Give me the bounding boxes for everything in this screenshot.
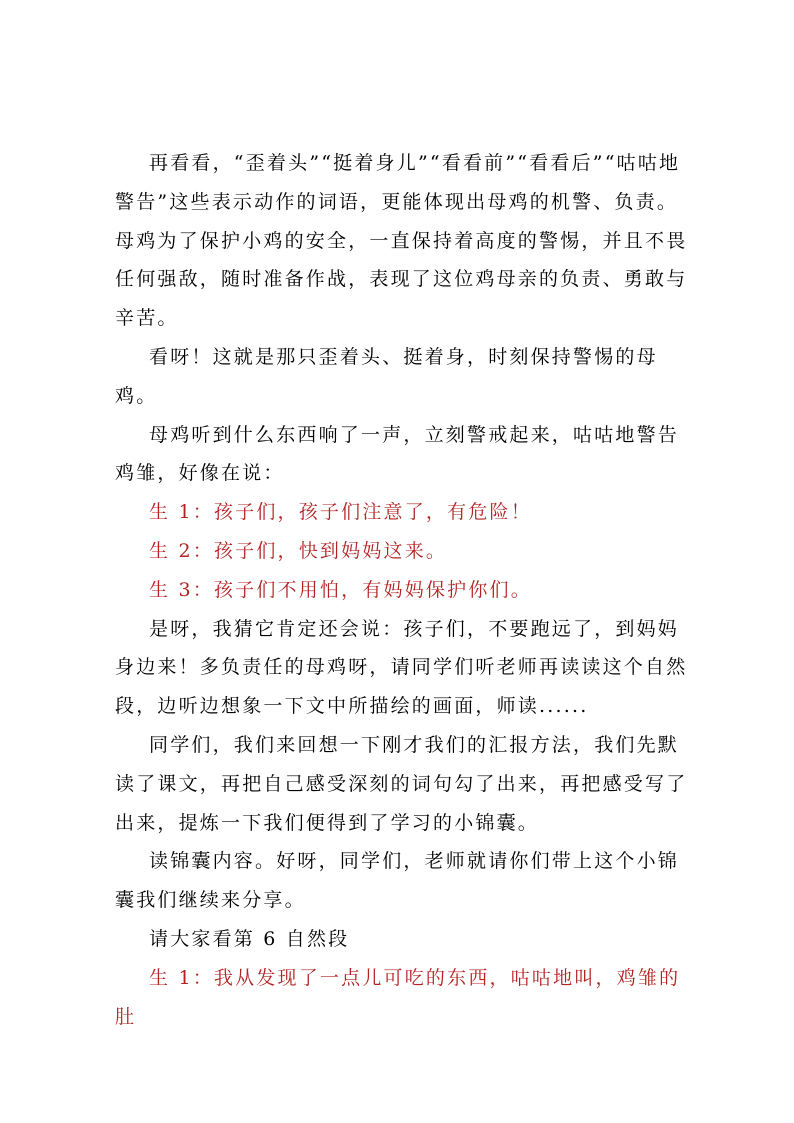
paragraph-section-6: 请大家看第 6 自然段 bbox=[149, 927, 350, 950]
student-line-3: 生 3：孩子们不用怕，有妈妈保护你们。 bbox=[149, 578, 532, 601]
document-body bbox=[115, 144, 691, 1036]
student-line-1: 生 1：孩子们，孩子们注意了，有危险！ bbox=[149, 501, 532, 524]
paragraph-recall-method: 同学们，我们来回想一下刚才我们的汇报方法，我们先默读了课文，再把自己感受深刻的词句勾了出来，再把感受写了出来，提炼一下我们便得到了学习的小锦囊。 bbox=[115, 733, 688, 834]
student-line-section-6: 生 1：我从发现了一点儿可吃的东西，咕咕地叫，鸡雏的肚 bbox=[115, 966, 681, 1028]
paragraph-hen-warning: 母鸡听到什么东西响了一声，立刻警戒起来，咕咕地警告鸡雏，好像在说： bbox=[115, 423, 680, 485]
paragraph-look-hen: 看呀！这就是那只歪着头、挺着身，时刻保持警惕的母鸡。 bbox=[115, 345, 658, 407]
paragraph-teacher-reads: 是呀，我猜它肯定还会说：孩子们，不要跑远了，到妈妈身边来！多负责任的母鸡呀，请同学们听老师再读读这个自然段，边听边想象一下文中所描绘的画面，师读...... bbox=[115, 617, 688, 718]
paragraph-read-tips: 读锦囊内容。好呀，同学们，老师就请你们带上这个小锦囊我们继续来分享。 bbox=[115, 850, 680, 912]
paragraph-action-words: 再看看，“歪着头”“挺着身儿”“看看前”“看看后”“咕咕地警告”这些表示动作的词语，更能体现出母鸡的机警、负责。母鸡为了保护小鸡的安全，一直保持着高度的警惕，并且不畏任何强敌，随时准备作战，表现了这位鸡母亲的负责、勇敢与辛苦。 bbox=[115, 152, 688, 330]
student-line-2: 生 2：孩子们，快到妈妈这来。 bbox=[149, 539, 448, 562]
